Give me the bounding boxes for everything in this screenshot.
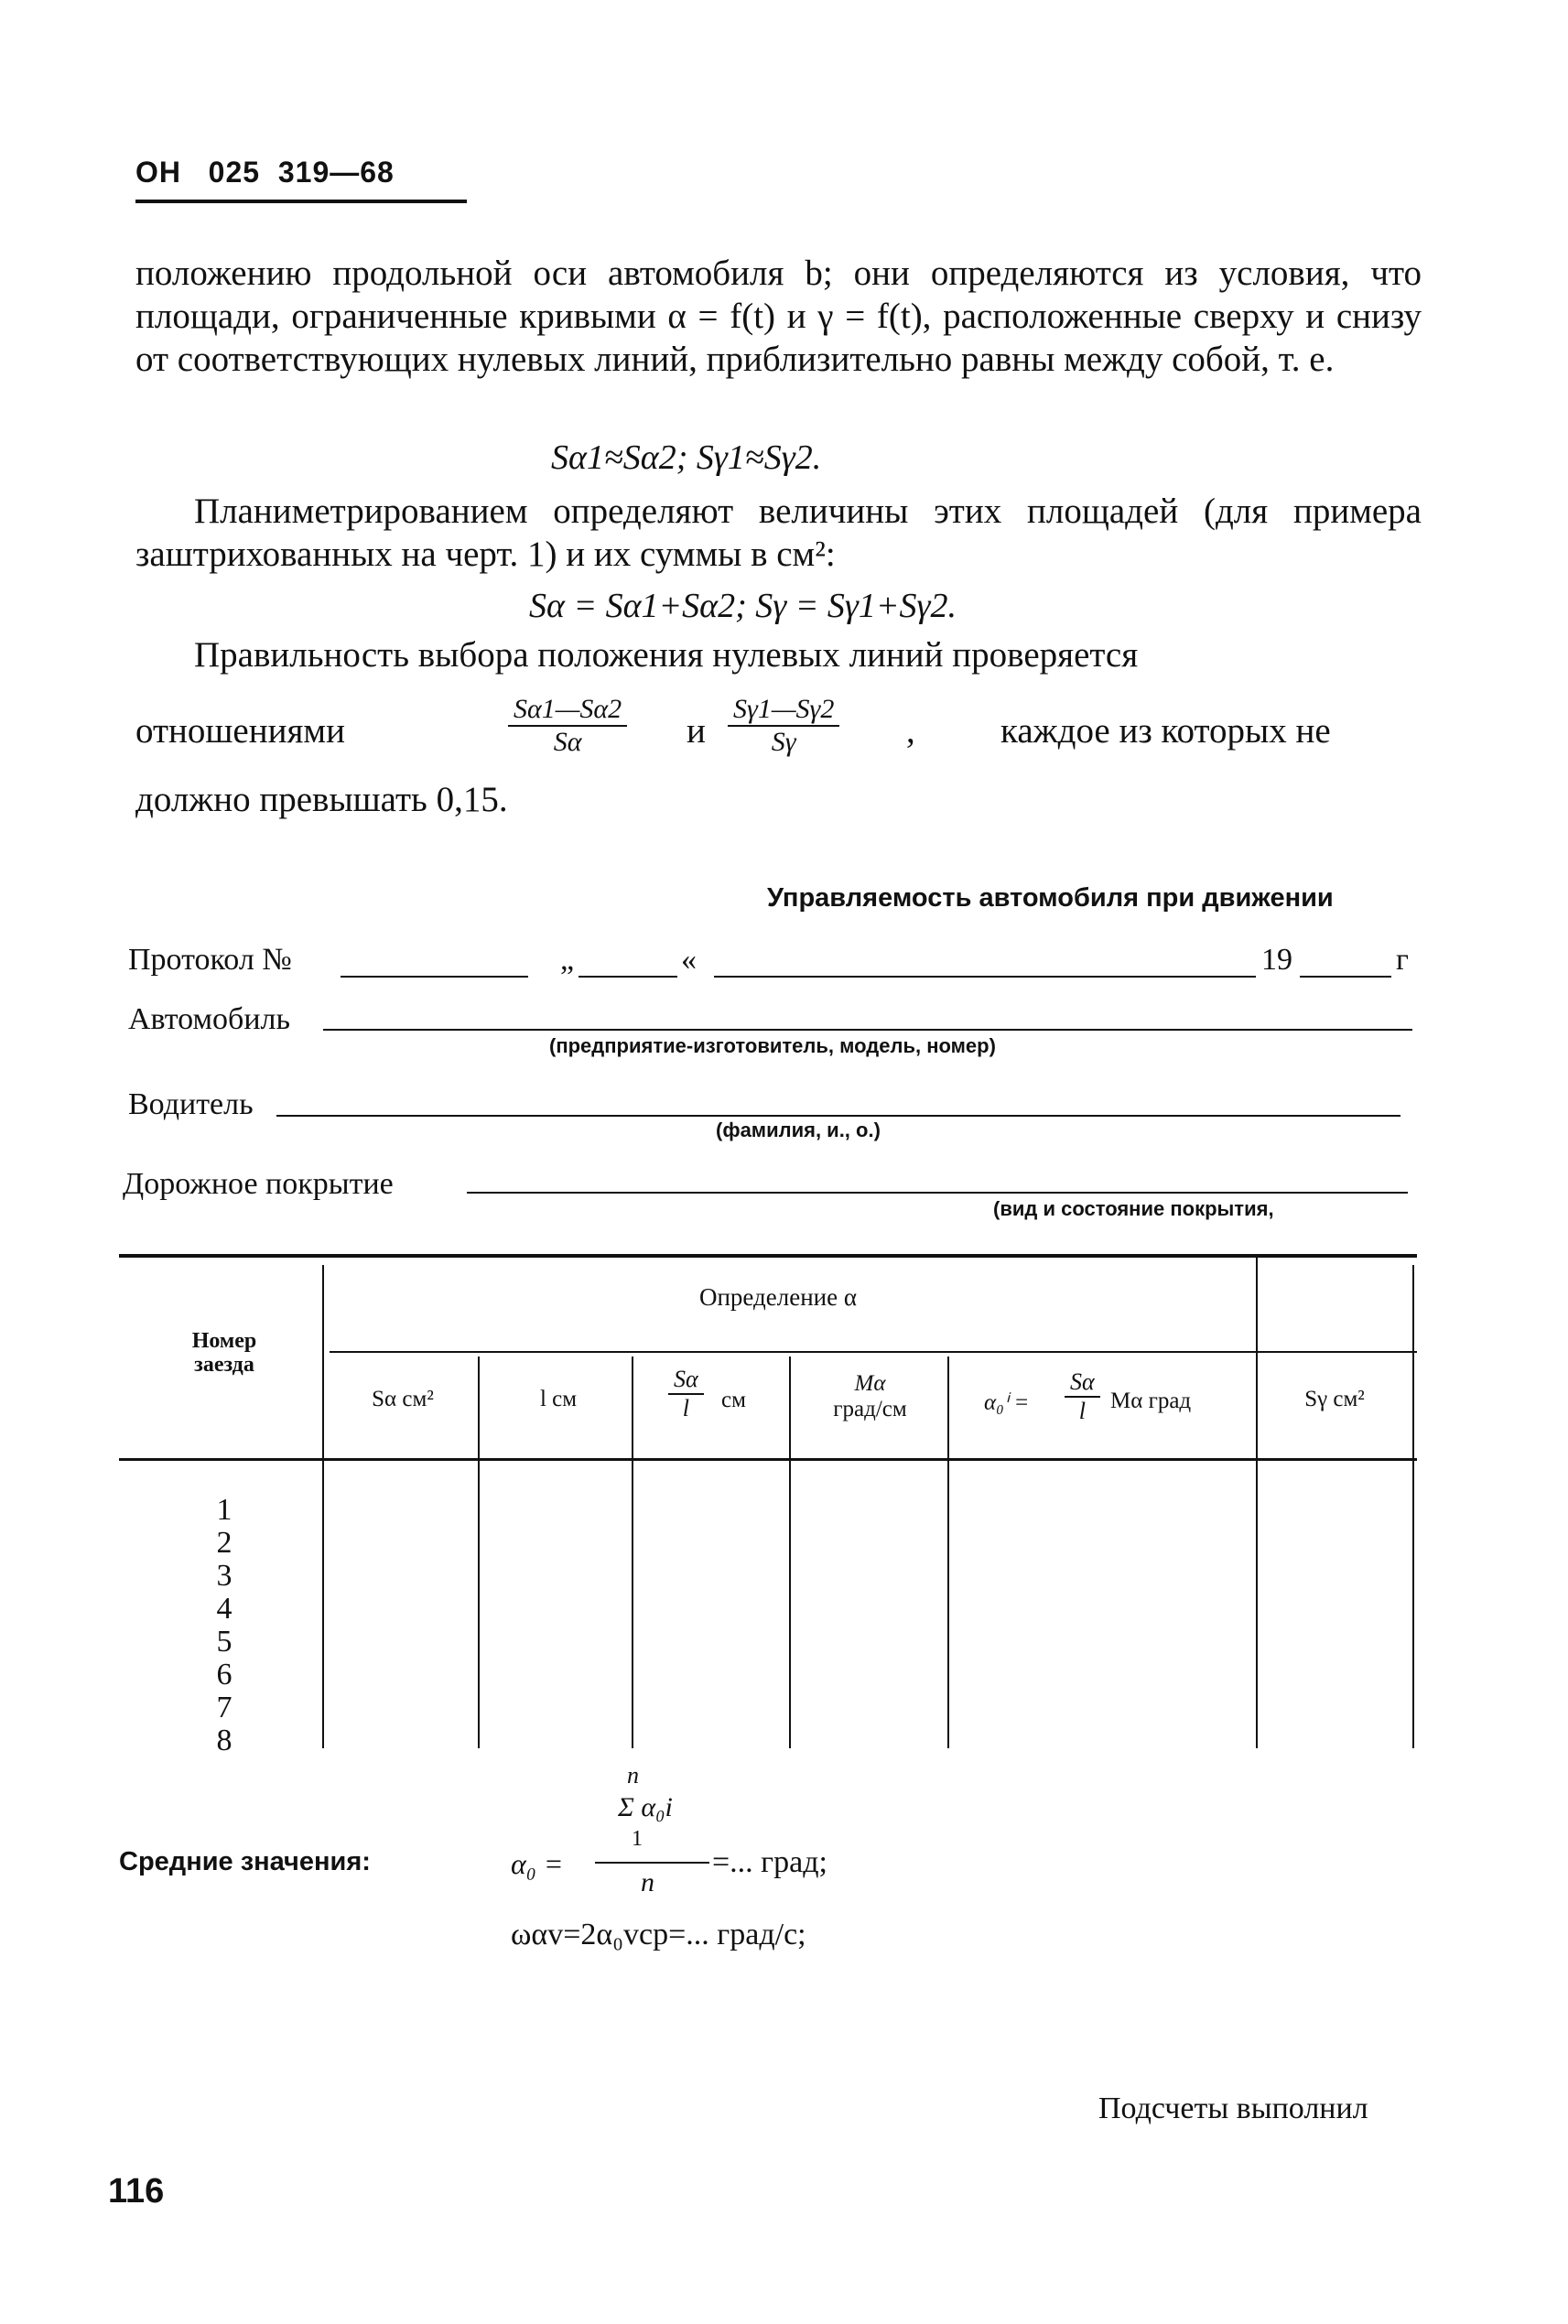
col-run-header: Номер заезда (191, 1329, 257, 1377)
car-caption: (предприятие-изготовитель, модель, номер) (549, 1034, 996, 1057)
road-label: Дорожное покрытие (123, 1167, 394, 1201)
limit-text: должно превышать 0,15. (135, 780, 508, 819)
col-alpha-denominator: l (1078, 1398, 1086, 1424)
averages-label: Средние значения: (119, 1847, 371, 1876)
table-row: 3 (216, 1559, 232, 1593)
formula-sums: Sα = Sα1+Sα2; Sγ = Sγ1+Sγ2. (529, 587, 957, 625)
form-title: Управляемость автомобиля при движении (767, 883, 1334, 913)
col-ratio-unit: см (721, 1388, 746, 1412)
table-vline-ratio (789, 1357, 791, 1748)
alpha-fraction-bar (595, 1862, 709, 1864)
col-m-header (795, 1371, 946, 1422)
day-line (579, 976, 677, 978)
table-row: 1 (216, 1493, 232, 1527)
run-numbers (197, 1494, 252, 1757)
col-alpha-left: α₀ⁱ = (984, 1390, 1030, 1415)
ratio-prefix: отношениями (135, 711, 345, 751)
protocol-label: Протокол № (128, 943, 292, 977)
sum-lower-limit: 1 (632, 1827, 643, 1851)
signature-label: Подсчеты выполнил (1098, 2092, 1368, 2125)
table-group-rule (330, 1351, 1417, 1353)
ratio-fraction-gamma (728, 694, 839, 758)
alpha-average-lhs: α₀ = (511, 1847, 564, 1880)
sum-upper-limit: n (627, 1762, 639, 1789)
driver-label: Водитель (128, 1087, 254, 1121)
alpha-average-rhs: =... град; (712, 1845, 827, 1879)
omega-average: ωαv=2α₀vcp=... град/с; (511, 1918, 806, 1951)
ratio-suffix: каждое из которых не (1000, 711, 1331, 751)
col-ratio-denominator: l (682, 1395, 689, 1421)
page-number: 116 (108, 2172, 165, 2211)
planimetry-paragraph: Планиметрированием определяют величины этих площадей (для примера заштрихованных на черт. 1) и их суммы в см²: (135, 492, 1422, 574)
ratio-gamma-numerator: Sγ1—Sγ2 (728, 694, 839, 727)
ratio-gamma-denominator: Sγ (771, 727, 796, 757)
table-row: 6 (216, 1658, 232, 1692)
year-line (1300, 976, 1391, 978)
col-m-unit: град/см (833, 1397, 907, 1421)
quote-open: „ (560, 943, 575, 977)
col-alpha-fraction (1065, 1368, 1100, 1425)
check-paragraph: Правильность выбора положения нулевых линий проверяется (194, 635, 1139, 675)
table-vline-l (632, 1357, 633, 1748)
table-row: 5 (216, 1625, 232, 1659)
table-vline-gamma (1412, 1265, 1414, 1748)
formula-equal-areas: Sα1≈Sα2; Sγ1≈Sγ2. (551, 438, 822, 477)
ratio-conjunction: и (687, 711, 706, 751)
col-s-gamma-header: Sγ см² (1304, 1387, 1365, 1411)
road-caption: (вид и состояние покрытия, (993, 1197, 1274, 1220)
ratio-alpha-denominator: Sα (553, 727, 582, 757)
driver-line (276, 1115, 1400, 1117)
ratio-fraction-alpha (508, 694, 627, 758)
alpha-average-denominator: n (641, 1867, 654, 1897)
table-row: 8 (216, 1724, 232, 1757)
table-header-bottom-rule (119, 1458, 1417, 1461)
intro-paragraph: положению продольной оси автомобиля b; они определяются из условия, что площади, ограниченные кривыми α = f(t) и γ = f(t), расположенные сверху и снизу от соответствующих нулевых линий, приблизительно равны между собой, т. е. (135, 254, 1422, 379)
table-top-rule (119, 1254, 1417, 1258)
table-vline-alpha (1256, 1258, 1258, 1748)
driver-caption: (фамилия, и., о.) (716, 1119, 881, 1141)
table-vline-m (947, 1357, 949, 1748)
col-ratio-fraction (668, 1366, 704, 1422)
table-row: 2 (216, 1526, 232, 1560)
col-ratio-numerator: Sα (668, 1366, 704, 1395)
quote-close: « (681, 943, 697, 977)
table-row: 4 (216, 1592, 232, 1626)
month-line (714, 976, 1256, 978)
col-l-header: l см (539, 1387, 578, 1411)
col-alpha-header (957, 1368, 1249, 1432)
group-header-alpha: Определение α (698, 1283, 858, 1311)
col-alpha-right: Mα град (1110, 1389, 1192, 1413)
car-line (323, 1029, 1412, 1031)
year-prefix: 19 (1261, 943, 1292, 977)
col-s-alpha-header: Sα см² (372, 1387, 434, 1411)
col-m-symbol: Mα (854, 1371, 886, 1396)
year-suffix: г (1396, 943, 1409, 977)
col-alpha-numerator: Sα (1065, 1368, 1100, 1398)
table-vline-run (322, 1265, 324, 1748)
ratio-alpha-numerator: Sα1—Sα2 (508, 694, 627, 727)
document-code: ОН 025 319—68 (135, 156, 395, 189)
road-line (467, 1192, 1408, 1194)
car-label: Автомобиль (128, 1002, 291, 1036)
sum-expression: Σ α₀i (618, 1792, 673, 1822)
table-row: 7 (216, 1691, 232, 1724)
ratio-comma: , (906, 711, 915, 751)
protocol-number-line (341, 976, 528, 978)
header-rule (135, 200, 467, 203)
table-vline-s-alpha (478, 1357, 480, 1748)
